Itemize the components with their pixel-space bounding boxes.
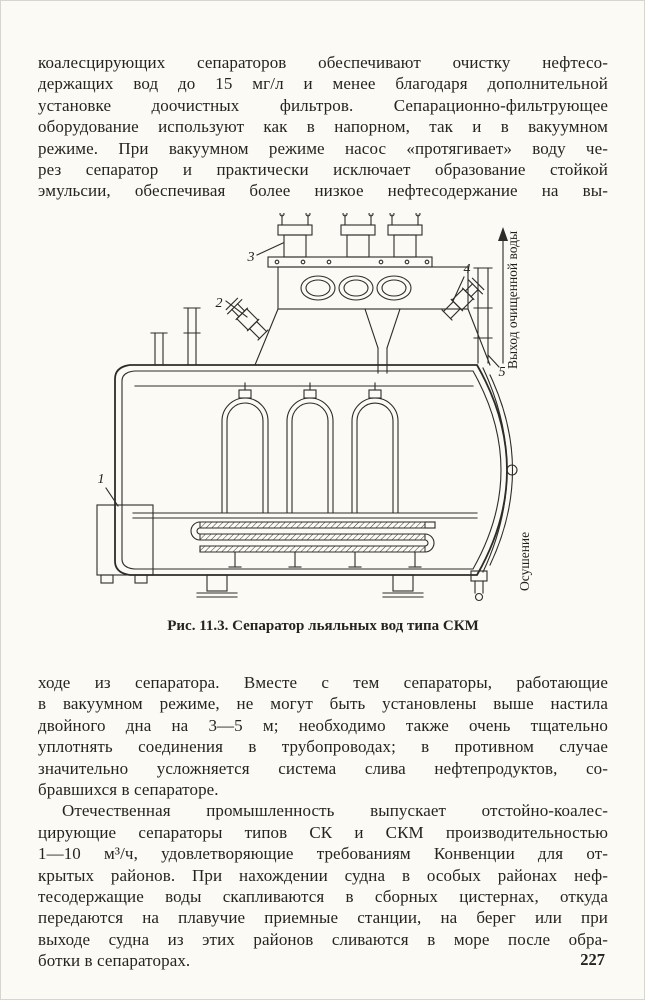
drain-annotation: Осушение	[517, 531, 532, 591]
foundation-box	[97, 505, 153, 583]
figure-label-2: 2	[215, 296, 223, 311]
text-line: тесодержащие воды скапливаются в сборных цистернах, откуда	[38, 887, 608, 907]
text-line: режиме. При вакуумном режиме насос «протягивает» воду че-	[38, 138, 608, 158]
text-line: передаются на плавучие приемные станции, на берег или при	[38, 908, 608, 928]
support-legs	[197, 575, 423, 597]
text-line: значительно усложняется система слива нефтепродуктов, со-	[38, 758, 608, 778]
text-line: Отечественная промышленность выпускает отстойно-коалес-	[62, 801, 608, 821]
left-nozzle	[225, 297, 270, 342]
top-fittings	[278, 213, 422, 257]
text-line: крытых районов. При нахождении судна в особых районах неф-	[38, 865, 608, 885]
figure-label-5: 5	[498, 365, 506, 380]
text-line: 1—10 м³/ч, удовлетворяющие требованиям Конвенции для от-	[38, 844, 608, 864]
page-number: 227	[580, 950, 605, 969]
figure-caption: Рис. 11.3. Сепаратор льяльных вод типа СКМ	[167, 618, 479, 634]
text-line: в вакуумном режиме, не могут быть установлены выше настила	[38, 694, 608, 714]
text-line: установке доочистных фильтров. Сепарационно-фильтрующее	[38, 95, 608, 115]
text-line: цирующие сепараторы типов СК и СКМ производительностью	[38, 822, 608, 842]
paragraph-top	[38, 52, 608, 202]
outlet-annotation: Выход очищенной воды	[505, 230, 520, 369]
text-line: коалесцирующих сепараторов обеспечивают очистку нефтесо-	[38, 53, 608, 72]
text-line: рез сепаратор и практически исключает образование стойкой	[38, 160, 608, 180]
figure-label-3: 3	[247, 250, 255, 265]
text-line: бравшихся в сепараторе.	[38, 780, 219, 800]
figure-label-4: 4	[463, 262, 471, 277]
figure-label-1: 1	[97, 472, 105, 487]
text-line: держащих вод до 15 мг/л и менее благодаря дополнительной	[38, 74, 608, 94]
text-line: выходе судна из этих районов сливаются в море после обра-	[38, 929, 608, 949]
paragraph-lower	[38, 672, 608, 972]
text-line: эмульсии, обеспечивая более низкое нефтесодержание на вы-	[38, 181, 608, 201]
left-pipes	[151, 308, 200, 365]
outlet-pipe	[474, 227, 508, 363]
separator-diagram	[85, 213, 565, 613]
text-line: уплотнять соединения в трубопроводах; в противном случае	[38, 737, 608, 757]
internals	[133, 383, 477, 518]
text-line: ходе из сепаратора. Вместе с тем сепараторы, работающие	[38, 673, 608, 692]
text-line: двойного дна на 3—5 м; необходимо также очень тщательно	[38, 715, 608, 735]
text-line: ботки в сепараторах.	[38, 951, 191, 971]
heating-coil	[191, 522, 435, 567]
text-line: оборудование используют как в напорном, так и в вакуумном	[38, 117, 608, 137]
